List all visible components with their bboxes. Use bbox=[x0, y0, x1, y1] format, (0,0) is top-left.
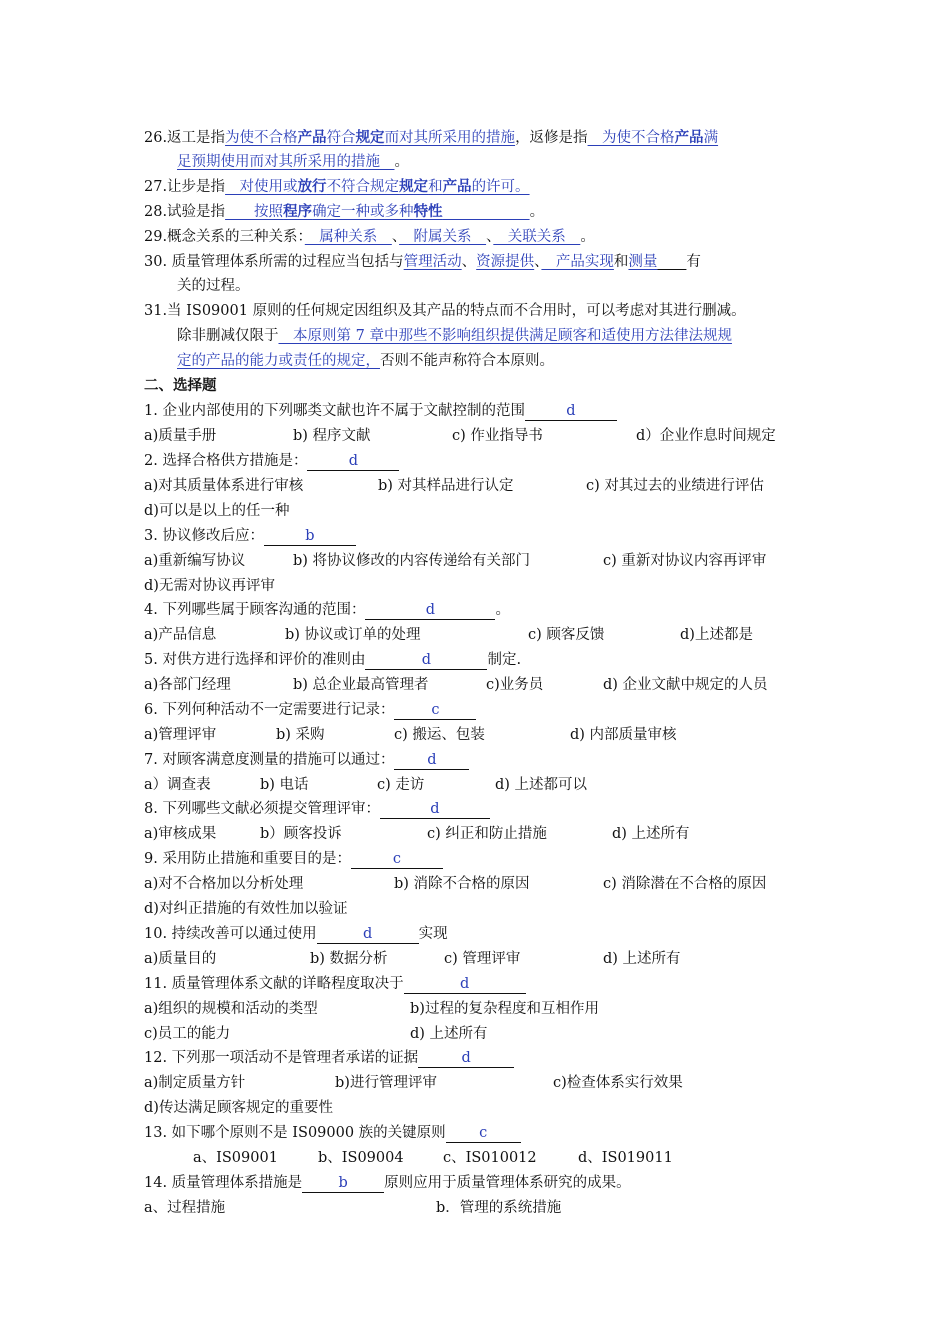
option-b: b) 协议或订单的处理 bbox=[285, 627, 421, 643]
answer-blank: d bbox=[317, 926, 419, 944]
option-d: d)传达满足顾客规定的重要性 bbox=[144, 1100, 333, 1116]
choice-question-5 bbox=[144, 650, 521, 670]
answer-blank: c bbox=[351, 851, 443, 869]
option-d: d）企业作息时间规定 bbox=[636, 428, 776, 444]
option-a: a)制定质量方针 bbox=[144, 1075, 246, 1091]
option-b: b）顾客投诉 bbox=[260, 826, 342, 842]
answer-blank: d bbox=[404, 976, 526, 994]
option-c: c) 走访 bbox=[377, 777, 425, 793]
option-d: d)无需对协议再评审 bbox=[144, 578, 275, 594]
choice-question-7 bbox=[144, 750, 469, 770]
option-d: d) 上述所有 bbox=[612, 826, 690, 842]
option-c: c) 管理评审 bbox=[444, 951, 521, 967]
answer-30-d: 测量 bbox=[628, 254, 658, 270]
option-b: b) 数据分析 bbox=[310, 951, 388, 967]
question-text: 7. 对顾客满意度测量的措施可以通过： bbox=[144, 752, 395, 768]
option-b: b)进行管理评审 bbox=[335, 1075, 437, 1091]
option-c: c) 作业指导书 bbox=[452, 428, 543, 444]
option-c: c)员工的能力 bbox=[144, 1026, 231, 1042]
option-d: d) 企业文献中规定的人员 bbox=[603, 677, 768, 693]
option-b: b) 电话 bbox=[260, 777, 309, 793]
answer-29-c: 关联关系 bbox=[493, 229, 581, 245]
choice-question-1 bbox=[144, 401, 617, 421]
option-a: a)各部门经理 bbox=[144, 677, 231, 693]
question-29: 29.概念关系的三种关系： 属种关系 、 附属关系 、 关联关系 。 bbox=[144, 229, 595, 245]
option-d: d) 内部质量审核 bbox=[570, 727, 677, 743]
option-a: a)组织的规模和活动的类型 bbox=[144, 1001, 318, 1017]
question-31-line3: 定的产品的能力或责任的规定，否则不能声称符合本原则。 bbox=[177, 353, 554, 369]
question-text: 1. 企业内部使用的下列哪类文献也许不属于文献控制的范围 bbox=[144, 403, 525, 419]
question-text: 11. 质量管理体系文献的详略程度取决于 bbox=[144, 976, 404, 992]
answer-30-b: 资源提供 bbox=[476, 254, 535, 270]
choice-question-4 bbox=[144, 600, 510, 620]
answer-30-c: 产品实现 bbox=[541, 254, 614, 270]
answer-27: 对使用或放行不符合规定规定和产品的许可。 bbox=[225, 178, 530, 195]
option-a: a、IS09001 bbox=[193, 1150, 278, 1166]
question-text: 9. 采用防止措施和重要目的是： bbox=[144, 851, 351, 867]
answer-blank: d bbox=[365, 602, 495, 620]
option-a: a)对其质量体系进行审核 bbox=[144, 478, 304, 494]
question-text: 2. 选择合格供方措施是： bbox=[144, 453, 308, 469]
option-a: a)重新编写协议 bbox=[144, 553, 246, 569]
question-30-line1: 30. 质量管理体系所需的过程应当包括与管理活动、资源提供、 产品实现和测量 有 bbox=[144, 254, 701, 270]
option-b: b) 对其样品进行认定 bbox=[378, 478, 514, 494]
question-text: 8. 下列哪些文献必须提交管理评审： bbox=[144, 801, 380, 817]
option-c: c) 顾客反馈 bbox=[528, 627, 605, 643]
option-d: d)上述都是 bbox=[680, 627, 753, 643]
question-text: 12. 下列那一项活动不是管理者承诺的证据 bbox=[144, 1050, 419, 1066]
question-28: 28.试验是指 按照程序确定一种或多种特性 。 bbox=[144, 203, 545, 220]
answer-29-a: 属种关系 bbox=[304, 229, 392, 245]
question-text: 3. 协议修改后应： bbox=[144, 528, 264, 544]
question-text: 5. 对供方进行选择和评价的准则由 bbox=[144, 652, 366, 668]
option-d: d) 上述都可以 bbox=[495, 777, 588, 793]
option-a: a)质量目的 bbox=[144, 951, 217, 967]
option-c: c) 消除潜在不合格的原因 bbox=[603, 876, 767, 892]
question-suffix: 。 bbox=[495, 602, 510, 618]
option-b: b、IS09004 bbox=[318, 1150, 404, 1166]
answer-26-b: 为使不合格产品满 bbox=[587, 129, 719, 146]
question-26-line1: 26.返工是指为使不合格产品符合规定而对其所采用的措施，返修是指 为使不合格产品满 bbox=[144, 129, 719, 146]
answer-blank: d bbox=[394, 752, 469, 770]
option-c: c) 搬运、包装 bbox=[394, 727, 485, 743]
answer-28: 按照程序确定一种或多种特性 bbox=[225, 203, 443, 220]
question-text: 13. 如下哪个原则不是 IS09000 族的关键原则 bbox=[144, 1125, 446, 1141]
option-a: a、过程措施 bbox=[144, 1200, 226, 1216]
option-c: c)业务员 bbox=[486, 677, 544, 693]
option-c: c) 对其过去的业绩进行评估 bbox=[586, 478, 764, 494]
option-c: c) 纠正和防止措施 bbox=[427, 826, 547, 842]
option-d: d)可以是以上的任一种 bbox=[144, 503, 290, 519]
answer-blank: d bbox=[307, 453, 399, 471]
question-suffix: 制定. bbox=[487, 652, 522, 668]
question-30-line2: 关的过程。 bbox=[177, 278, 250, 294]
option-d: d、IS019011 bbox=[578, 1150, 673, 1166]
answer-blank: d bbox=[418, 1050, 514, 1068]
option-d: d) 上述所有 bbox=[603, 951, 681, 967]
question-text: 4. 下列哪些属于顾客沟通的范围： bbox=[144, 602, 366, 618]
choice-question-2 bbox=[144, 451, 399, 471]
answer-30-a: 管理活动 bbox=[403, 254, 462, 270]
choice-question-9 bbox=[144, 849, 443, 869]
answer-blank: b bbox=[302, 1175, 384, 1193]
choice-question-8 bbox=[144, 799, 490, 819]
question-text: 10. 持续改善可以通过使用 bbox=[144, 926, 317, 942]
question-suffix: 原则应用于质量管理体系研究的成果。 bbox=[384, 1175, 631, 1191]
section-title: 二、选择题 bbox=[144, 377, 217, 394]
choice-question-12 bbox=[144, 1048, 514, 1068]
option-a: a）调查表 bbox=[144, 777, 211, 793]
answer-31-a: 本原则第 7 章中那些不影响组织提供满足顾客和适使用方法律法规规 bbox=[278, 328, 732, 344]
answer-29-b: 附属关系 bbox=[399, 229, 487, 245]
answer-blank: d bbox=[525, 403, 617, 421]
option-a: a)产品信息 bbox=[144, 627, 217, 643]
choice-question-10 bbox=[144, 924, 448, 944]
option-d: d)对纠正措施的有效性加以验证 bbox=[144, 901, 348, 917]
option-b: b．管理的系统措施 bbox=[436, 1200, 562, 1216]
question-text: 14. 质量管理体系措施是 bbox=[144, 1175, 303, 1191]
question-text: 6. 下列何种活动不一定需要进行记录： bbox=[144, 702, 395, 718]
option-c: c) 重新对协议内容再评审 bbox=[603, 553, 767, 569]
answer-26-a: 为使不合格产品符合规定而对其所采用的措施 bbox=[225, 129, 516, 146]
answer-blank: d bbox=[365, 652, 487, 670]
option-a: a)对不合格加以分析处理 bbox=[144, 876, 304, 892]
option-b: b) 采购 bbox=[276, 727, 325, 743]
question-suffix: 实现 bbox=[418, 926, 448, 942]
answer-blank: d bbox=[380, 801, 490, 819]
question-31-line2: 除非删减仅限于 本原则第 7 章中那些不影响组织提供满足顾客和适使用方法律法规规 bbox=[177, 328, 732, 344]
option-a: a)管理评审 bbox=[144, 727, 217, 743]
option-d: d) 上述所有 bbox=[410, 1026, 488, 1042]
question-27: 27.让步是指 对使用或放行不符合规定规定和产品的许可。 bbox=[144, 178, 530, 195]
option-c: c、IS010012 bbox=[443, 1150, 537, 1166]
option-c: c)检查体系实行效果 bbox=[553, 1075, 683, 1091]
question-26-line2: 足预期使用而对其所采用的措施 。 bbox=[177, 154, 409, 170]
option-a: a)质量手册 bbox=[144, 428, 217, 444]
option-b: b)过程的复杂程度和互相作用 bbox=[410, 1001, 599, 1017]
question-31-line1: 31.当 IS09001 原则的任何规定因组织及其产品的特点而不合用时，可以考虑对其进行删减。 bbox=[144, 303, 746, 319]
answer-blank: c bbox=[446, 1125, 521, 1143]
choice-question-13 bbox=[144, 1123, 521, 1143]
choice-question-11 bbox=[144, 974, 526, 994]
choice-question-6 bbox=[144, 700, 476, 720]
answer-blank: b bbox=[264, 528, 356, 546]
option-a: a)审核成果 bbox=[144, 826, 217, 842]
answer-31-b: 定的产品的能力或责任的规定， bbox=[177, 353, 380, 369]
option-b: b) 程序文献 bbox=[293, 428, 371, 444]
choice-question-3 bbox=[144, 526, 356, 546]
option-b: b) 总企业最高管理者 bbox=[293, 677, 429, 693]
choice-question-14 bbox=[144, 1173, 631, 1193]
option-b: b) 消除不合格的原因 bbox=[394, 876, 530, 892]
answer-blank: c bbox=[394, 702, 476, 720]
option-b: b) 将协议修改的内容传递给有关部门 bbox=[293, 553, 531, 569]
